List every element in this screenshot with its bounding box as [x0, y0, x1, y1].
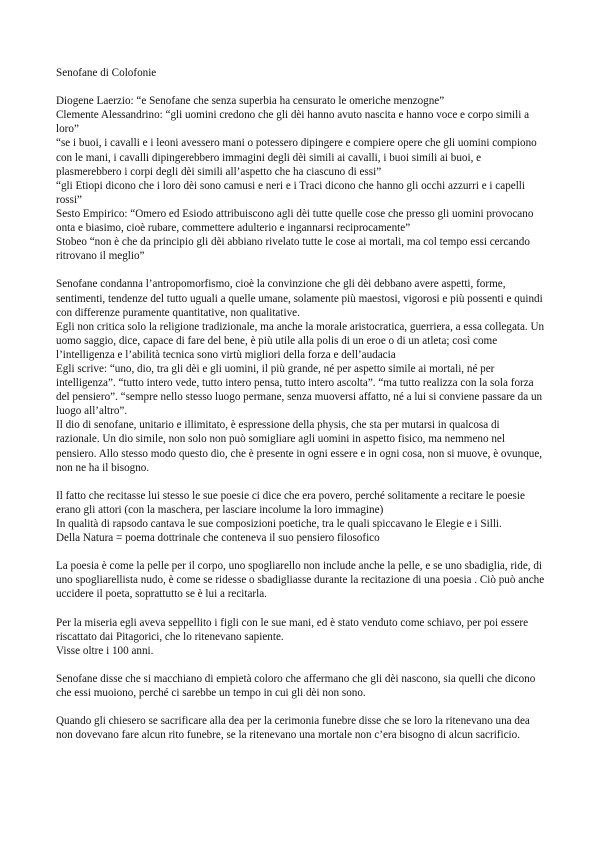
paragraph-gap [56, 475, 546, 489]
paragraph-empieta: Senofane disse che si macchiano di empietà coloro che affermano che gli dèi nascono, sia quelli che dicono che essi muoiono, perché ci sarebbe un tempo in cui gli dèi non sono. [56, 673, 536, 700]
paragraph-egli-scrive: Egli scrive: “uno, dio, tra gli dèi e gli uomini, il più grande, né per aspetto simile ai mortali, né per intelligenza”. “tutto intero vede, tutto intero pensa, tutto intero ascolta”. “ma tutto realizza con la sola forza del pensiero”. “sempre nello stesso luogo permane, senza muoversi affatto, né a lui si conviene passare da un luogo all’altro”. [56, 362, 543, 418]
paragraph-della-natura: Della Natura = poema dottrinale che conteneva il suo pensiero filosofico [56, 532, 380, 545]
paragraph-gap [56, 658, 546, 672]
paragraph-gap [56, 80, 546, 94]
paragraph-visse-100-anni: Visse oltre i 100 anni. [56, 644, 154, 657]
quote-buoi-cavalli-leoni: “se i buoi, i cavalli e i leoni avessero mani o potessero dipingere e compiere opere che gli uomini compiono con le mani, i cavalli dipingerebbero immagini degli dèi simili ai cavalli, i buoi simili ai buoi, e plasmerebbero i corpi degli dèi simili all’aspetto che ha ciascuno di essi” [56, 137, 537, 178]
quote-clemente-alessandrino: Clemente Alessandrino: “gli uomini credono che gli dèi hanno avuto nascita e hanno voce e corpo simili a loro” [56, 109, 530, 136]
paragraph-gap [56, 263, 546, 277]
quote-sesto-empirico: Sesto Empirico: “Omero ed Esiodo attribuiscono agli dèi tutte quelle cose che presso gli uomini provocano onta e biasimo, cioè rubare, commettere adulterio e ingannarsi reciprocamente” [56, 207, 534, 235]
paragraph-gap [56, 602, 546, 616]
paragraph-recitasse-poesie: Il fatto che recitasse lui stesso le sue poesie ci dice che era povero, perché solitamente a recitare le poesie erano gli attori (con la maschera, per lasciare incolume la loro immagine) [56, 489, 525, 516]
document-title: Senofane di Colofonie [56, 67, 157, 79]
paragraph-dio-di-senofane: Il dio di senofane, unitario e illimitato, è espressione della physis, che sta per mutarsi in qualcosa di razionale. Un dio simile, non solo non può somigliare agli uomini in aspetto fisico, ma nemmeno nel pensiero. Allo stesso modo questo dio, che è presente in ogni essere e in ogni cosa, non si muove, è ovunque, non ne ha il bisogno. [56, 419, 543, 474]
document-page [56, 66, 546, 743]
paragraph-gap [56, 545, 546, 559]
quote-etiopi-traci: “gli Etiopi dicono che i loro dèi sono camusi e neri e i Traci dicono che hanno gli occhi azzurri e i capelli rossi” [56, 179, 525, 206]
quote-stobeo: Stobeo “non è che da principio gli dèi abbiano rivelato tutte le cose ai mortali, ma col tempo essi cercando ritrovano il meglio” [56, 236, 530, 263]
paragraph-rapsodo: In qualità di rapsodo cantava le sue composizioni poetiche, tra le quali spiccavano le Elegie e i Silli. [56, 518, 502, 530]
paragraph-miseria: Per la miseria egli aveva seppellito i figli con le sue mani, ed è stato venduto come schiavo, per poi essere riscattato dai Pitagorici, che lo ritenevano sapiente. [56, 616, 529, 643]
paragraph-antropomorfismo: Senofane condanna l’antropomorfismo, cioè la convinzione che gli dèi debbano avere aspetti, forme, sentimenti, tendenze del tutto uguali a quelle umane, solamente più maestosi, vigorosi e più possenti e quindi con differenze puramente quantitative, non qualitative. [56, 278, 543, 319]
paragraph-sacrificio-dea: Quando gli chiesero se sacrificare alla dea per la cerimonia funebre disse che se loro la ritenevano una dea non dovevano fare alcun rito funebre, se la ritenevano una mortale non c’era bisogno di alcun sacrificio. [56, 715, 530, 742]
paragraph-gap [56, 700, 546, 714]
quote-diogene-laerzio: Diogene Laerzio: “e Senofane che senza superbia ha censurato le omeriche menzogne” [56, 95, 445, 108]
paragraph-poesia-pelle: La poesia è come la pelle per il corpo, uno spogliarello non include anche la pelle, e se uno sbadiglia, ride, di uno spogliarellista nudo, è come se ridesse o sbadigliasse durante la recitazione di una poesia . Ciò può anche uccidere il poeta, soprattutto se è lui a recitarla. [56, 560, 545, 601]
paragraph-morale-aristocratica: Egli non critica solo la religione tradizionale, ma anche la morale aristocratica, guerriera, a essa collegata. Un uomo saggio, dice, capace di fare del bene, è più utile alla polis di un eroe o di un atleta; così come l’intelligenza e l’abilità tecnica sono virtù migliori della forza e dell’audacia [56, 320, 545, 361]
